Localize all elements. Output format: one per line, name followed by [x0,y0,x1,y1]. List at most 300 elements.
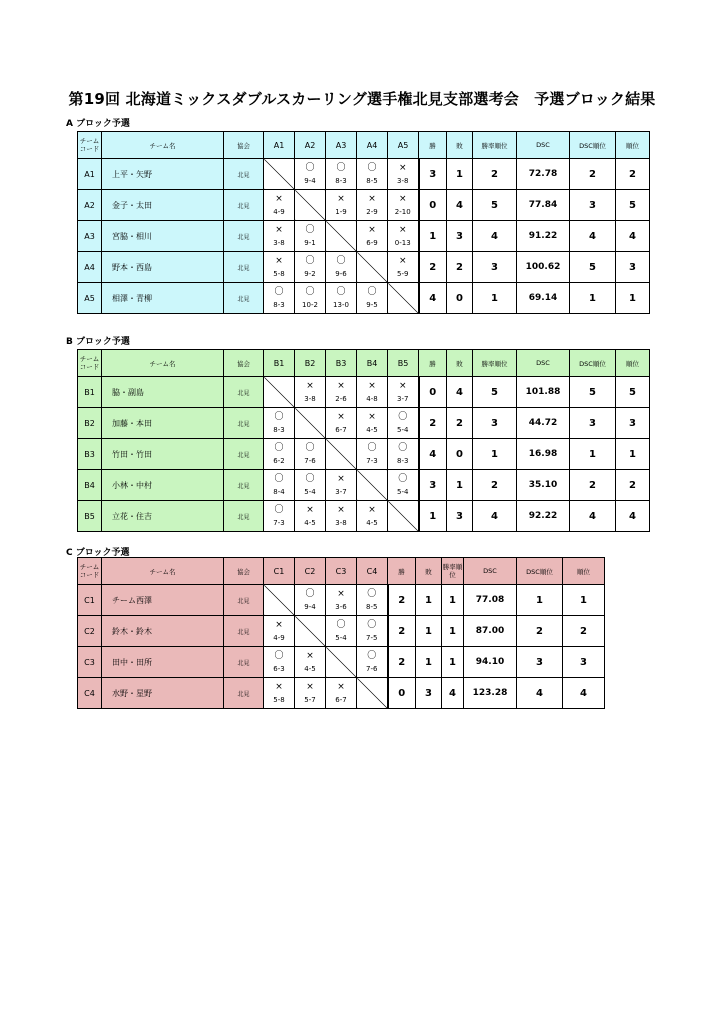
match-score: 8-4 [273,488,285,496]
match-result-cell [388,408,419,439]
team-code: C4 [78,678,102,709]
match-result-mark: 〇 [274,474,284,484]
match-result-mark: × [368,194,376,204]
match-result-mark: 〇 [305,589,315,599]
team-association: 北見 [224,190,264,221]
match-result-mark: 〇 [274,287,284,297]
col-header-opponent: A4 [357,132,388,159]
match-result-cell [357,585,388,616]
team-name: 竹田・竹田 [102,439,224,470]
final-rank: 3 [616,252,650,283]
match-score: 5-4 [335,634,347,642]
match-score: 4-5 [366,519,378,527]
losses-count: 1 [416,616,442,647]
match-result-cell [326,377,357,408]
match-result-cell [295,439,326,470]
team-association: 北見 [224,585,264,616]
match-result-mark: × [306,381,314,391]
col-header-opponent: C3 [326,558,357,585]
table-row [78,439,650,470]
dsc-rank: 4 [570,221,616,252]
dsc-rank: 2 [570,159,616,190]
col-header-team-name: チーム名 [102,132,224,159]
losses-count: 1 [447,159,473,190]
dsc-rank: 1 [570,439,616,470]
match-result-mark: × [275,194,283,204]
match-score: 6-7 [335,426,347,434]
match-result-cell [326,283,357,314]
dsc-value: 101.88 [517,377,570,408]
match-result-mark: × [275,225,283,235]
match-result-mark: 〇 [305,474,315,484]
match-result-cell [357,616,388,647]
match-score: 5-4 [397,426,409,434]
header-row [78,558,605,585]
wins-count: 3 [419,159,447,190]
win-rate-rank: 1 [442,616,464,647]
match-score: 9-1 [304,239,316,247]
table-row [78,585,605,616]
block-b-label: B ブロック予選 [66,337,130,347]
col-header-opponent: B2 [295,350,326,377]
match-score: 4-9 [273,634,285,642]
self-match-diagonal-cell [264,377,295,408]
match-score: 4-9 [273,208,285,216]
match-result-mark: 〇 [367,287,377,297]
col-header-dsc-rank: DSC順位 [570,350,616,377]
match-result-mark: × [337,474,345,484]
match-score: 8-3 [273,301,285,309]
col-header-wins: 勝 [388,558,416,585]
win-rate-rank: 4 [473,501,517,532]
col-header-code: チーム コード [78,558,102,585]
match-score: 3-8 [273,239,285,247]
win-rate-rank: 3 [473,252,517,283]
col-header-opponent: A3 [326,132,357,159]
col-header-win-rate-rank: 勝率順位 [473,132,517,159]
match-score: 3-8 [397,177,409,185]
match-score: 9-5 [366,301,378,309]
wins-count: 0 [419,377,447,408]
self-match-diagonal-cell [357,678,388,709]
losses-count: 1 [447,470,473,501]
win-rate-rank: 1 [442,585,464,616]
match-result-mark: × [337,381,345,391]
dsc-rank: 5 [570,377,616,408]
wins-count: 3 [419,470,447,501]
team-association: 北見 [224,616,264,647]
match-result-cell [295,470,326,501]
dsc-rank: 4 [517,678,563,709]
match-result-mark: 〇 [305,225,315,235]
col-header-code: チーム コード [78,132,102,159]
match-score: 8-5 [366,603,378,611]
col-header-team-name: チーム名 [102,558,224,585]
match-score: 9-4 [304,603,316,611]
table-row [78,470,650,501]
match-score: 5-7 [304,696,316,704]
team-code: A1 [78,159,102,190]
col-header-losses: 敗 [447,132,473,159]
dsc-rank: 2 [570,470,616,501]
match-score: 10-2 [302,301,318,309]
match-result-mark: × [337,194,345,204]
table-row [78,190,650,221]
match-result-cell [388,159,419,190]
dsc-value: 72.78 [517,159,570,190]
self-match-diagonal-cell [326,221,357,252]
wins-count: 4 [419,439,447,470]
match-result-cell [357,377,388,408]
match-score: 2-10 [394,208,411,216]
col-header-rank: 順位 [616,132,650,159]
match-result-cell [326,678,357,709]
table-row [78,647,605,678]
match-score: 4-5 [304,665,316,673]
col-header-dsc-rank: DSC順位 [570,132,616,159]
match-score: 8-5 [366,177,378,185]
match-result-cell [295,252,326,283]
team-association: 北見 [224,647,264,678]
col-header-opponent: C1 [264,558,295,585]
match-result-mark: × [306,505,314,515]
col-header-opponent: B4 [357,350,388,377]
team-code: A5 [78,283,102,314]
match-score: 5-8 [273,270,285,278]
match-score: 0-13 [394,239,411,247]
team-code: A4 [78,252,102,283]
match-result-cell [388,252,419,283]
match-score: 7-5 [366,634,378,642]
match-result-cell [357,190,388,221]
match-result-mark: 〇 [305,443,315,453]
team-code: C1 [78,585,102,616]
match-result-mark: × [368,412,376,422]
match-result-cell [295,585,326,616]
match-result-mark: × [368,381,376,391]
dsc-value: 100.62 [517,252,570,283]
col-header-dsc: DSC [517,350,570,377]
table-row [78,283,650,314]
match-score: 3-8 [335,519,347,527]
team-name: 鈴木・鈴木 [102,616,224,647]
win-rate-rank: 2 [473,470,517,501]
col-header-opponent: B5 [388,350,419,377]
match-score: 1-9 [335,208,347,216]
team-name: 田中・田所 [102,647,224,678]
match-result-mark: × [368,505,376,515]
win-rate-rank: 1 [473,283,517,314]
final-rank: 1 [616,283,650,314]
col-header-code: チーム コード [78,350,102,377]
dsc-value: 35.10 [517,470,570,501]
self-match-diagonal-cell [264,159,295,190]
match-result-mark: 〇 [367,620,377,630]
team-name: 加藤・本田 [102,408,224,439]
losses-count: 0 [447,283,473,314]
wins-count: 2 [388,616,416,647]
dsc-value: 91.22 [517,221,570,252]
match-result-mark: × [398,256,407,266]
match-result-cell [295,221,326,252]
match-score: 7-3 [273,519,285,527]
losses-count: 3 [447,501,473,532]
dsc-value: 87.00 [464,616,517,647]
match-score: 3-7 [397,395,409,403]
dsc-value: 77.08 [464,585,517,616]
col-header-team-name: チーム名 [102,350,224,377]
match-result-cell [295,377,326,408]
match-result-cell [264,221,295,252]
table-row [78,159,650,190]
team-name: 宮脇・相川 [102,221,224,252]
self-match-diagonal-cell [388,283,419,314]
match-result-cell [264,647,295,678]
match-score: 4-5 [304,519,316,527]
match-result-mark: 〇 [336,620,346,630]
team-name: 立花・住吉 [102,501,224,532]
self-match-diagonal-cell [357,252,388,283]
team-association: 北見 [224,221,264,252]
match-score: 2-9 [366,208,378,216]
match-score: 6-3 [273,665,285,673]
match-result-mark: × [306,682,314,692]
match-result-mark: 〇 [274,412,284,422]
losses-count: 3 [416,678,442,709]
win-rate-rank: 4 [442,678,464,709]
match-score: 3-8 [304,395,316,403]
team-code: B5 [78,501,102,532]
match-result-mark: × [398,194,407,204]
team-name: 金子・太田 [102,190,224,221]
match-result-mark: × [337,412,345,422]
team-association: 北見 [224,252,264,283]
block-c-label: C ブロック予選 [66,548,130,558]
win-rate-rank: 3 [473,408,517,439]
match-result-cell [295,678,326,709]
final-rank: 3 [616,408,650,439]
match-result-cell [264,439,295,470]
self-match-diagonal-cell [326,647,357,678]
match-score: 5-4 [304,488,316,496]
dsc-rank: 3 [570,190,616,221]
team-association: 北見 [224,283,264,314]
team-code: B3 [78,439,102,470]
team-code: B2 [78,408,102,439]
match-result-mark: 〇 [367,163,377,173]
match-result-mark: × [398,163,407,173]
match-result-mark: 〇 [367,443,377,453]
match-result-cell [264,283,295,314]
match-score: 7-6 [366,665,378,673]
match-result-mark: 〇 [367,651,377,661]
wins-count: 4 [419,283,447,314]
match-result-mark: × [275,620,283,630]
losses-count: 2 [447,408,473,439]
self-match-diagonal-cell [357,470,388,501]
match-score: 6-7 [335,696,347,704]
header-row [78,132,650,159]
losses-count: 1 [416,585,442,616]
match-score: 3-7 [335,488,347,496]
block-b-table [77,349,650,532]
team-association: 北見 [224,159,264,190]
match-score: 3-6 [335,603,347,611]
win-rate-rank: 5 [473,190,517,221]
self-match-diagonal-cell [295,616,326,647]
win-rate-rank: 2 [473,159,517,190]
match-result-mark: 〇 [336,287,346,297]
col-header-losses: 敗 [447,350,473,377]
match-result-mark: 〇 [274,505,284,515]
match-result-cell [388,190,419,221]
match-result-mark: 〇 [336,256,346,266]
team-association: 北見 [224,678,264,709]
final-rank: 5 [616,377,650,408]
dsc-rank: 3 [570,408,616,439]
team-code: A2 [78,190,102,221]
match-result-cell [326,252,357,283]
match-score: 6-9 [366,239,378,247]
col-header-losses: 敗 [416,558,442,585]
match-score: 4-8 [366,395,378,403]
losses-count: 0 [447,439,473,470]
losses-count: 2 [447,252,473,283]
match-score: 7-6 [304,457,316,465]
final-rank: 1 [616,439,650,470]
block-c-table [77,557,605,709]
match-result-cell [326,470,357,501]
col-header-association: 協会 [224,558,264,585]
match-score: 8-3 [273,426,285,434]
wins-count: 1 [419,501,447,532]
match-result-mark: × [275,256,283,266]
col-header-opponent: A2 [295,132,326,159]
match-result-mark: × [398,225,407,235]
match-result-mark: 〇 [398,443,408,453]
match-result-cell [264,616,295,647]
dsc-value: 123.28 [464,678,517,709]
table-row [78,408,650,439]
match-result-cell [264,408,295,439]
match-result-cell [357,159,388,190]
match-result-cell [388,439,419,470]
dsc-rank: 1 [517,585,563,616]
team-code: C2 [78,616,102,647]
match-result-mark: × [337,682,345,692]
wins-count: 0 [419,190,447,221]
col-header-dsc-rank: DSC順位 [517,558,563,585]
match-result-mark: × [337,589,345,599]
col-header-dsc: DSC [517,132,570,159]
wins-count: 2 [388,585,416,616]
match-result-mark: 〇 [305,287,315,297]
col-header-win-rate-rank: 勝率順位 [473,350,517,377]
match-result-cell [326,159,357,190]
match-result-cell [357,408,388,439]
team-association: 北見 [224,470,264,501]
final-rank: 2 [563,616,605,647]
col-header-opponent: B3 [326,350,357,377]
dsc-value: 94.10 [464,647,517,678]
dsc-rank: 2 [517,616,563,647]
team-name: 相澤・青柳 [102,283,224,314]
match-result-cell [326,408,357,439]
match-score: 2-6 [335,395,347,403]
dsc-value: 92.22 [517,501,570,532]
self-match-diagonal-cell [295,408,326,439]
final-rank: 3 [563,647,605,678]
match-score: 9-4 [304,177,316,185]
final-rank: 4 [616,501,650,532]
team-code: A3 [78,221,102,252]
match-result-cell [357,221,388,252]
match-result-cell [295,159,326,190]
win-rate-rank: 1 [442,647,464,678]
match-result-mark: 〇 [274,651,284,661]
match-result-cell [326,190,357,221]
dsc-rank: 3 [517,647,563,678]
table-row [78,377,650,408]
col-header-win-rate-rank: 勝率順 位 [442,558,464,585]
match-score: 13-0 [333,301,349,309]
dsc-value: 16.98 [517,439,570,470]
self-match-diagonal-cell [326,439,357,470]
match-result-mark: × [306,651,314,661]
match-result-cell [295,501,326,532]
col-header-association: 協会 [224,132,264,159]
match-result-cell [357,283,388,314]
wins-count: 2 [419,252,447,283]
match-result-mark: × [275,682,283,692]
team-code: B1 [78,377,102,408]
dsc-value: 69.14 [517,283,570,314]
block-a-table [77,131,650,314]
team-name: チーム西澤 [102,585,224,616]
match-score: 9-6 [335,270,347,278]
match-result-cell [357,501,388,532]
match-result-cell [264,501,295,532]
final-rank: 4 [563,678,605,709]
header-row [78,350,650,377]
col-header-opponent: C2 [295,558,326,585]
team-name: 脇・副島 [102,377,224,408]
match-score: 8-3 [335,177,347,185]
match-result-cell [326,501,357,532]
wins-count: 0 [388,678,416,709]
match-result-mark: × [398,381,407,391]
dsc-rank: 5 [570,252,616,283]
match-result-cell [326,585,357,616]
table-row [78,616,605,647]
match-result-mark: 〇 [367,589,377,599]
match-result-cell [357,439,388,470]
losses-count: 1 [416,647,442,678]
match-score: 4-5 [366,426,378,434]
col-header-opponent: C4 [357,558,388,585]
final-rank: 2 [616,470,650,501]
col-header-opponent: B1 [264,350,295,377]
match-score: 5-9 [397,270,409,278]
match-result-mark: 〇 [305,256,315,266]
match-result-cell [264,190,295,221]
match-result-cell [357,647,388,678]
match-result-mark: × [337,505,345,515]
match-result-cell [264,678,295,709]
table-row [78,501,650,532]
dsc-value: 44.72 [517,408,570,439]
final-rank: 5 [616,190,650,221]
